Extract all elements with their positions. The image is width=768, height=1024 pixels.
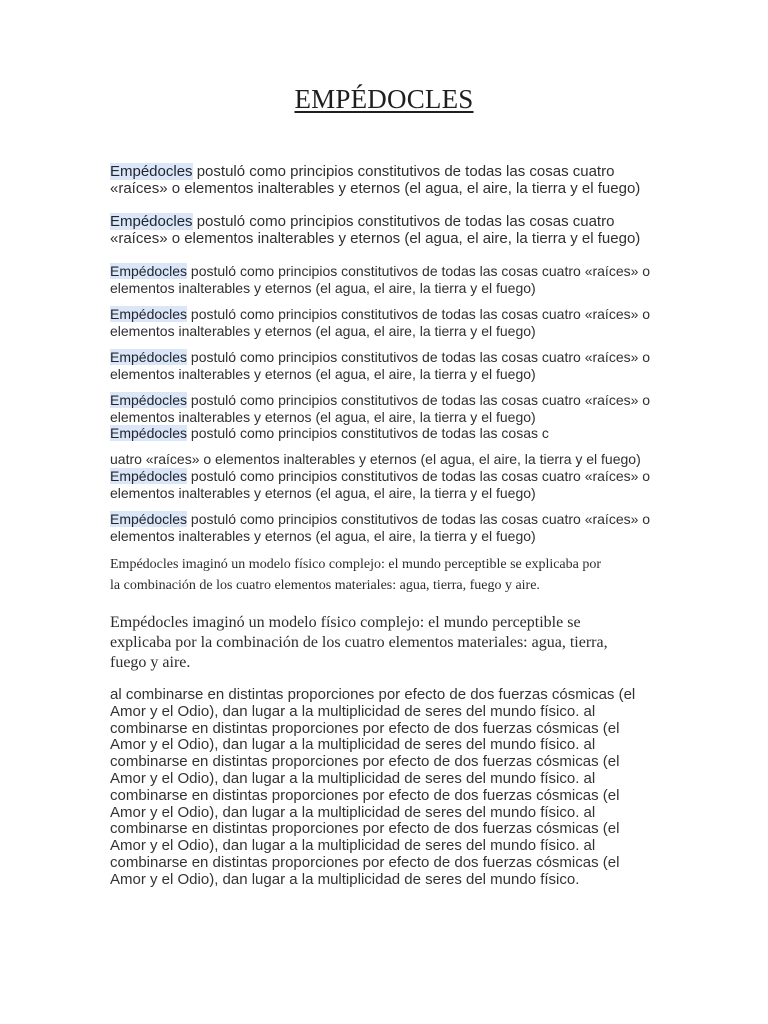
highlighted-word: Empédocles [110, 349, 188, 365]
paragraph-line: Empédocles imaginó un modelo físico complejo: el mundo perceptible se [110, 614, 581, 631]
paragraph-line: elementos inalterables y eternos (el agua, el aire, la tierra y el fuego) [110, 528, 536, 544]
highlighted-word: Empédocles [110, 306, 188, 322]
paragraph-line: Empédocles postuló como principios constitutivos de todas las cosas cuatro [110, 163, 615, 180]
paragraph-line: combinarse en distintas proporciones por efecto de dos fuerzas cósmicas (el [110, 853, 620, 871]
paragraph-8 [110, 468, 670, 502]
paragraph-line: Amor y el Odio), dan lugar a la multiplicidad de seres del mundo físico. al [110, 803, 596, 821]
paragraph-line: fuego y aire. [110, 654, 191, 671]
paragraph-9 [110, 511, 670, 545]
paragraph-line: Amor y el Odio), dan lugar a la multiplicidad de seres del mundo físico. [110, 870, 580, 888]
paragraph-6 [110, 392, 670, 426]
paragraph-line: combinarse en distintas proporciones por efecto de dos fuerzas cósmicas (el [110, 786, 620, 804]
highlighted-word: Empédocles [110, 392, 188, 408]
paragraph-line: Empédocles postuló como principios constitutivos de todas las cosas cuatro «raíces» o [110, 511, 651, 527]
paragraph-line: la combinación de los cuatro elementos materiales: agua, tierra, fuego y aire. [110, 578, 540, 593]
paragraph-2 [110, 213, 670, 247]
paragraph-line: Empédocles postuló como principios constitutivos de todas las cosas cuatro [110, 213, 615, 230]
paragraph-1 [110, 163, 670, 197]
paragraph-line: «raíces» o elementos inalterables y eternos (el agua, el aire, la tierra y el fuego) [110, 180, 641, 197]
paragraph-line: Amor y el Odio), dan lugar a la multiplicidad de seres del mundo físico. al [110, 702, 596, 720]
paragraph-line: Empédocles postuló como principios constitutivos de todas las cosas cuatro «raíces» o [110, 349, 651, 365]
long-paragraph [110, 687, 670, 889]
page-title: EMPÉDOCLES [294, 84, 474, 114]
highlighted-word: Empédocles [110, 163, 193, 180]
paragraph-line: elementos inalterables y eternos (el agua, el aire, la tierra y el fuego) [110, 485, 536, 501]
paragraph-line: elementos inalterables y eternos (el agua, el aire, la tierra y el fuego) [110, 409, 536, 425]
paragraph-line: Empédocles postuló como principios constitutivos de todas las cosas cuatro «raíces» o [110, 392, 651, 408]
paragraph-line: Empédocles postuló como principios constitutivos de todas las cosas cuatro «raíces» o [110, 263, 651, 279]
paragraph-line: «raíces» o elementos inalterables y eternos (el agua, el aire, la tierra y el fuego) [110, 230, 641, 247]
serif-paragraph-2 [110, 613, 670, 673]
paragraph-7 [110, 425, 670, 468]
paragraph-line: Empédocles postuló como principios constitutivos de todas las cosas cuatro «raíces» o [110, 468, 651, 484]
highlighted-word: Empédocles [110, 468, 188, 484]
paragraph-5 [110, 349, 670, 383]
paragraph-line: al combinarse en distintas proporciones por efecto de dos fuerzas cósmicas (el [110, 686, 636, 703]
paragraph-line: Amor y el Odio), dan lugar a la multiplicidad de seres del mundo físico. al [110, 837, 596, 855]
paragraph-line: combinarse en distintas proporciones por efecto de dos fuerzas cósmicas (el [110, 820, 620, 838]
highlighted-word: Empédocles [110, 213, 193, 230]
paragraph-line: Empédocles postuló como principios constitutivos de todas las cosas c [110, 425, 549, 441]
highlighted-word: Empédocles [110, 263, 188, 279]
paragraph-line: elementos inalterables y eternos (el agua, el aire, la tierra y el fuego) [110, 323, 536, 339]
paragraph-line: Empédocles postuló como principios constitutivos de todas las cosas cuatro «raíces» o [110, 306, 651, 322]
paragraph-3 [110, 263, 670, 297]
paragraph-line: combinarse en distintas proporciones por efecto de dos fuerzas cósmicas (el [110, 719, 620, 737]
highlighted-word: Empédocles [110, 425, 188, 441]
paragraph-line: Amor y el Odio), dan lugar a la multiplicidad de seres del mundo físico. al [110, 736, 596, 754]
paragraph-line: elementos inalterables y eternos (el agua, el aire, la tierra y el fuego) [110, 280, 536, 296]
paragraph-line: elementos inalterables y eternos (el agua, el aire, la tierra y el fuego) [110, 366, 536, 382]
paragraph-line: combinarse en distintas proporciones por efecto de dos fuerzas cósmicas (el [110, 753, 620, 771]
paragraph-line: uatro «raíces» o elementos inalterables y eternos (el agua, el aire, la tierra y el fuego) [110, 451, 641, 467]
paragraph-4 [110, 306, 670, 340]
paragraph-line: Amor y el Odio), dan lugar a la multiplicidad de seres del mundo físico. al [110, 769, 596, 787]
serif-paragraph-1 [110, 554, 670, 596]
paragraph-line: Empédocles imaginó un modelo físico complejo: el mundo perceptible se explicaba por [110, 557, 602, 572]
highlighted-word: Empédocles [110, 511, 188, 527]
paragraph-line: explicaba por la combinación de los cuatro elementos materiales: agua, tierra, [110, 634, 608, 651]
